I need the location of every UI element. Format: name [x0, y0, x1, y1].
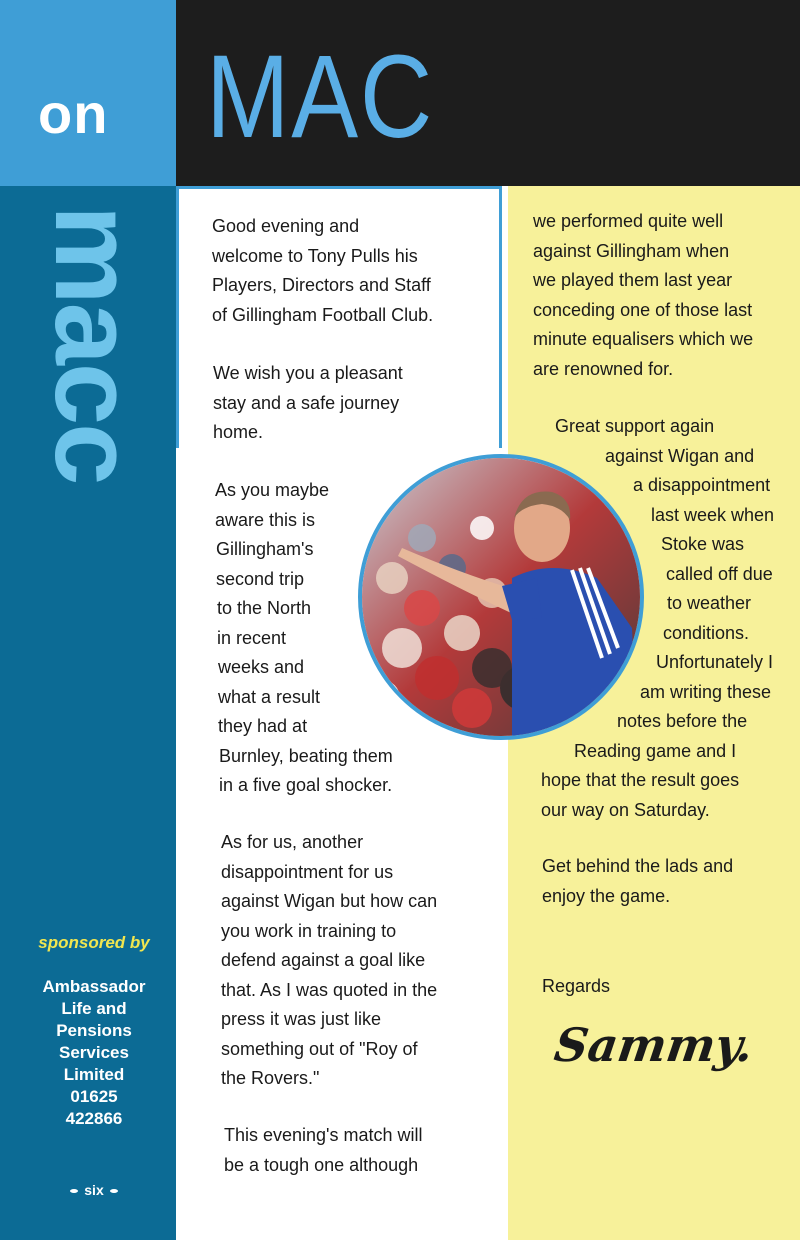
right-paragraph-2-line: to weather	[667, 593, 752, 613]
middle-paragraph-3-line: second trip	[216, 568, 305, 589]
middle-paragraph-3-line: Burnley, beating them	[219, 745, 393, 766]
middle-paragraph-3-line: they had at	[218, 716, 308, 736]
manager-photo	[358, 454, 644, 740]
right-paragraph-2-line: hope that the result goes	[541, 770, 740, 790]
right-paragraph-3: Get behind the lads and enjoy the game.	[542, 856, 734, 906]
header-mac-title: MAC	[206, 31, 434, 163]
manager-pointing-photo-icon	[362, 458, 640, 736]
signature: Sammy.	[551, 1018, 757, 1072]
bullet-icon	[110, 1189, 118, 1193]
right-paragraph-2-line: last week when	[651, 504, 775, 525]
right-paragraph-2-line: Reading game and I	[574, 740, 737, 761]
right-paragraph-2-line: called off due	[666, 563, 773, 584]
page-number-text: six	[84, 1182, 104, 1198]
right-paragraph-1: we performed quite well against Gillingham when we played them last year conceding one of those last minute equalisers which we are renowned for.	[533, 211, 754, 379]
right-paragraph-2-line: Great support again	[555, 416, 715, 436]
middle-paragraph-3-line: Gillingham's	[216, 539, 314, 559]
vertical-macc-logo	[32, 205, 157, 484]
middle-paragraph-1: Good evening and welcome to Tony Pulls his Players, Directors and Staff of Gillingham Football Club.	[212, 216, 434, 325]
right-paragraph-2-line: against Wigan and	[605, 445, 755, 466]
middle-paragraph-3-line: As you maybe	[215, 480, 330, 500]
sponsored-by-label: sponsored by	[38, 933, 150, 952]
middle-paragraph-5: This evening's match will be a tough one although	[224, 1125, 423, 1175]
right-paragraph-2-line: conditions.	[663, 622, 750, 643]
right-paragraph-2-line: a disappointment	[633, 475, 771, 495]
middle-paragraph-3-line: what a result	[218, 686, 321, 707]
middle-paragraph-3-line: in recent	[217, 627, 287, 648]
header-on-word: on	[38, 82, 109, 145]
middle-paragraph-3-line: in a five goal shocker.	[219, 775, 393, 795]
right-paragraph-2-line: Unfortunately I	[656, 652, 774, 672]
page-number	[0, 1182, 188, 1198]
vertical-macc-text: macc	[32, 205, 157, 484]
middle-paragraph-3-line: weeks and	[218, 657, 305, 677]
right-paragraph-2-line: notes before the	[617, 711, 748, 731]
right-paragraph-2-line: our way on Saturday.	[541, 799, 710, 820]
middle-paragraph-3-line: to the North	[217, 598, 312, 618]
right-paragraph-2-line: Stoke was	[661, 534, 745, 554]
middle-paragraph-2: We wish you a pleasant stay and a safe journey home.	[213, 363, 403, 442]
regards-text: Regards	[542, 976, 611, 996]
middle-paragraph-3-line: aware this is	[215, 509, 316, 530]
right-paragraph-2-line: am writing these	[640, 681, 772, 702]
sponsor-details: Ambassador Life and Pensions Services Limited 01625 422866	[42, 977, 146, 1128]
middle-paragraph-4: As for us, another disappointment for us against Wigan but how can you work in training to defend against a goal like that. As I was quoted in the press it was just like something out of "Roy of the Rovers."	[221, 832, 438, 1088]
bullet-icon	[70, 1189, 78, 1193]
